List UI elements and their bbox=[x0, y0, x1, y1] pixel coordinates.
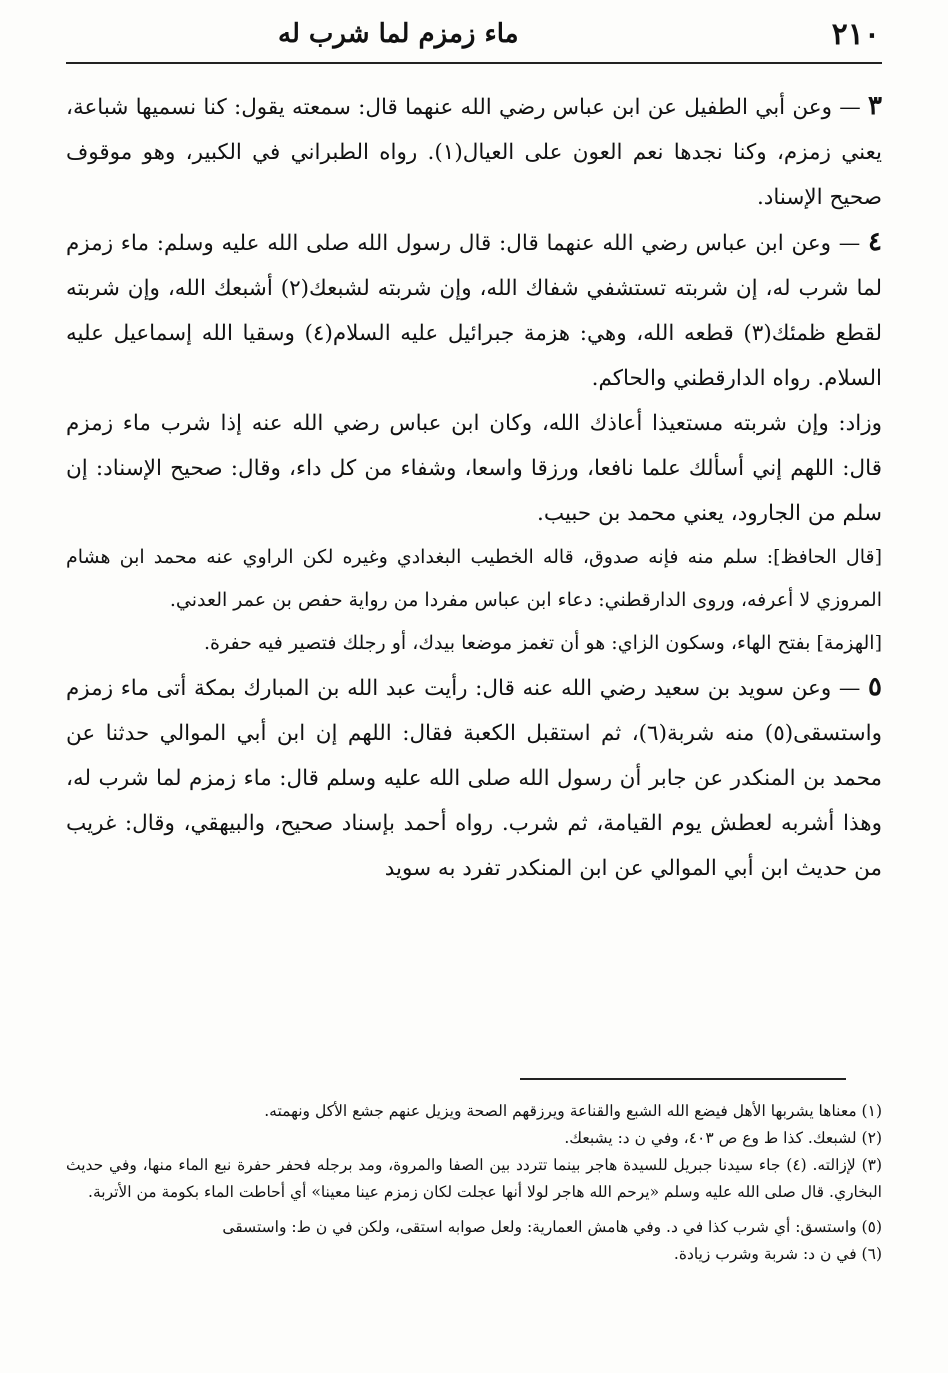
footnote-divider bbox=[520, 1078, 846, 1080]
hazma-note-text: [الهزمة] بفتح الهاء، وسكون الزاي: هو أن تغمز موضعا بيدك، أو رجلك فتصير فيه حفرة. bbox=[204, 632, 882, 654]
hazma-note bbox=[66, 622, 882, 665]
footnote-2: (٢) لشبعك. كذا ط وع ص ٤٠٣، وفي ن د: يشبعك. bbox=[564, 1129, 882, 1147]
footnote-5: (٥) واستسق: أي شرب كذا في د. وفي هامش العمارية: ولعل صوابه استقى، ولكن في ن ط: واستسقى bbox=[222, 1218, 882, 1236]
page-header bbox=[68, 10, 880, 58]
hadith-paragraph-3 bbox=[66, 84, 882, 220]
hadith-number: ٤ bbox=[868, 227, 882, 257]
page-number: ٢١٠ bbox=[831, 16, 880, 52]
addition-text: وزاد: وإن شربته مستعيذا أعاذك الله، وكان ابن عباس رضي الله عنه إذا شرب ماء زمزم قال: اللهم إني أسألك علما نافعا، ورزقا واسعا، وشفاء من كل داء، وقال: صحيح الإسناد: إن سلم من الجارود، يعني محمد بن حبيب. bbox=[66, 411, 882, 526]
hadith-text: — وعن أبي الطفيل عن ابن عباس رضي الله عنهما قال: سمعته يقول: كنا نسميها شباعة، يعني زمزم، وكنا نجدها نعم العون على العيال(١). رواه الطبراني في الكبير، وهو موقوف صحيح الإسناد. bbox=[66, 95, 882, 210]
hadith-paragraph-4 bbox=[66, 220, 882, 401]
hafiz-note bbox=[66, 536, 882, 622]
running-title: ماء زمزم لما شرب له bbox=[278, 19, 519, 49]
footnote-6: (٦) في ن د: شربة وشرب زيادة. bbox=[673, 1245, 882, 1263]
main-text bbox=[66, 84, 882, 891]
hadith-number: ٥ bbox=[868, 672, 882, 702]
hadith-paragraph-5 bbox=[66, 665, 882, 891]
hafiz-note-text: [قال الحافظ]: سلم منه فإنه صدوق، قاله الخطيب البغدادي وغيره لكن الراوي عنه محمد ابن هشام المروزي لا أعرفه، وروى الدارقطني: دعاء ابن عباس مفردا من رواية حفص بن عمر العدني. bbox=[66, 546, 882, 611]
hadith-number: ٣ bbox=[868, 91, 882, 121]
footnote-1: (١) معناها يشربها الأهل فيضع الله الشبع والقناعة ويرزقهم الصحة ويزيل عنهم جشع الأكل ونهمته. bbox=[264, 1102, 882, 1120]
addition-paragraph bbox=[66, 401, 882, 536]
hadith-text: — وعن سويد بن سعيد رضي الله عنه قال: رأيت عبد الله بن المبارك بمكة أتى ماء زمزم واستسقى(٥) منه شربة(٦)، ثم استقبل الكعبة فقال: اللهم إن ابن أبي الموالي حدثنا عن محمد بن المنكدر عن جابر أن رسول الله صلى الله عليه وسلم قال: ماء زمزم لما شرب له، وهذا أشربه لعطش يوم القيامة، ثم شرب. رواه أحمد بإسناد صحيح، والبيهقي، وقال: غريب من حديث ابن أبي الموالي عن ابن المنكدر تفرد به سويد bbox=[66, 676, 882, 881]
header-divider bbox=[66, 62, 882, 64]
footnotes bbox=[66, 1098, 882, 1268]
hadith-text: — وعن ابن عباس رضي الله عنهما قال: قال رسول الله صلى الله عليه وسلم: ماء زمزم لما شرب له، إن شربته تستشفي شفاك الله، وإن شربته لشبعك(٢) أشبعك الله، وإن شربته لقطع ظمئك(٣) قطعه الله، وهي: هزمة جبرائيل عليه السلام(٤) وسقيا الله إسماعيل عليه السلام. رواه الدارقطني والحاكم. bbox=[66, 231, 882, 391]
footnote-3-4: (٣) لإزالته. (٤) جاء سيدنا جبريل للسيدة هاجر بينما تتردد بين الصفا والمروة، ومد برجله فحفر حفرة نبع الماء منها، وفي حديث البخاري. قال صلى الله عليه وسلم «يرحم الله هاجر لولا أنها عجلت لكان زمزم عينا معينا» أي أحاطت الماء بكومة من الأتربة. bbox=[66, 1156, 883, 1201]
